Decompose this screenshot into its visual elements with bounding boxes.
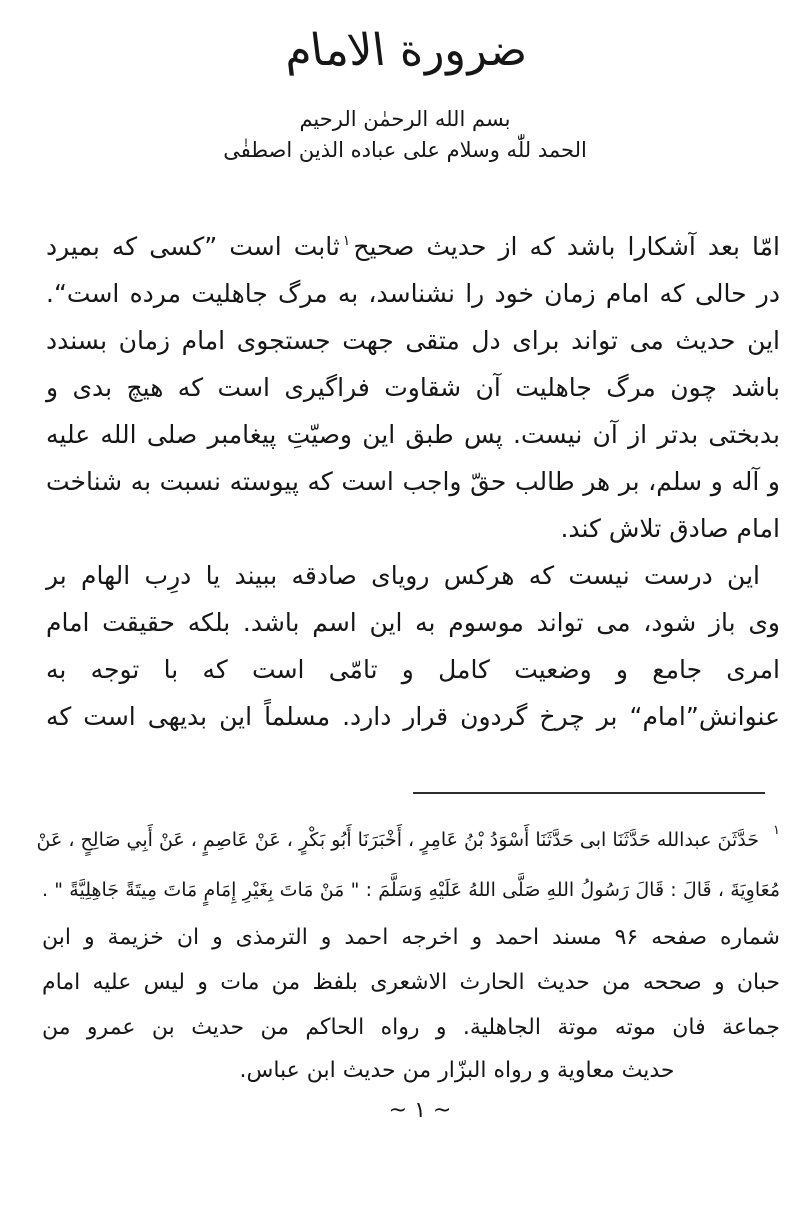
footnote-separator <box>413 792 765 794</box>
hadith-text: حَدَّثَنَ عبدالله حَدَّثَنَا ابی حَدَّثَنَا أَسْوَدُ بْنُ عَامِرٍ ، أَخْبَرَنَا أَبُو بَكْرٍ ، عَنْ عَاصِمٍ ، عَنْ أَبِي صَالِحٍ ، عَنْ <box>36 829 760 851</box>
text-line: در حالی که امام زمان خود را نشناسد، به مرگ جاهلیت مرده است“. <box>46 279 780 308</box>
text-line: امری جامع و وضعیت کامل و تامّی است که با توجه به <box>46 655 780 684</box>
text-line: عنوانش”امام“ بر چرخ گردون قرار دارد. مسلماً این بدیهی است که <box>46 702 780 731</box>
text-line: امام صادق تلاش کند. <box>560 514 780 543</box>
text-line: این درست نیست که هرکس رویای صادقه ببیند یا درِب الهام بر <box>46 561 760 590</box>
praise-line: الحمد للّٰه وسلام علی عباده الذین اصطفٰی <box>223 138 587 162</box>
footnote-marker: ۱ <box>773 823 780 838</box>
text-line: بدبختی بدتر از آن نیست. پس طبق این وصیّتِ پیغامبر صلی الله علیه <box>46 420 780 449</box>
text-line: وی باز شود، می تواند موسوم به این اسم باشد. بلکه حقیقت امام <box>46 608 780 637</box>
text-line: این حدیث می تواند برای دل متقی جهت جستجوی امام زمان بسندد <box>46 326 780 355</box>
text-segment: امّا بعد آشکارا باشد که از حدیث صحیح <box>353 232 780 261</box>
footnote-persian-line: حدیث معاویة و رواه البزّار من حدیث ابن عباس. <box>239 1058 675 1083</box>
footnote-reference: ۱ <box>342 233 351 249</box>
text-line <box>46 218 780 270</box>
text-line: و آله و سلم، بر هر طالب حقّ واجب است که پیوسته نسبت به شناخت <box>46 467 780 496</box>
footnote-persian-line: جماعة فان موته موتة الجاهلیة. و رواه الحاکم من حدیث بن عمرو من <box>42 1015 780 1040</box>
page-title: ضرورة الامام <box>280 25 530 76</box>
page-header <box>0 0 810 166</box>
footnote-persian-line: شماره صفحه ۹۶ مسند احمد و اخرجه احمد و الترمذی و ان خزیمة و ابن <box>42 925 780 950</box>
bismillah-line: بسم الله الرحمٰن الرحیم <box>299 107 511 131</box>
text-segment: ثابت است ”کسی که بمیرد <box>46 232 340 261</box>
body-text <box>0 218 810 740</box>
footnote-block <box>0 806 810 1092</box>
footnote-persian-line: حبان و صححه من حدیث الحارث الاشعری بلفظ من مات و لیس علیه امام <box>42 970 780 995</box>
footnote-arabic-line: مُعَاوِيَةَ ، قَالَ : قَالَ رَسُولُ اللهِ صَلَّى اللهُ عَلَيْهِ وَسَلَّمَ : " مَنْ مَاتَ بِغَيْرِ إِمَامٍ مَاتَ مِيتَةً جَاهِلِيَّةً " . <box>42 879 780 901</box>
page-number: ~ ۱ ~ <box>388 1098 452 1123</box>
text-line: باشد چون مرگ جاهلیت آن شقاوت فراگیری است که هیچ بدی و <box>46 373 780 402</box>
footnote-arabic-line <box>36 806 780 865</box>
